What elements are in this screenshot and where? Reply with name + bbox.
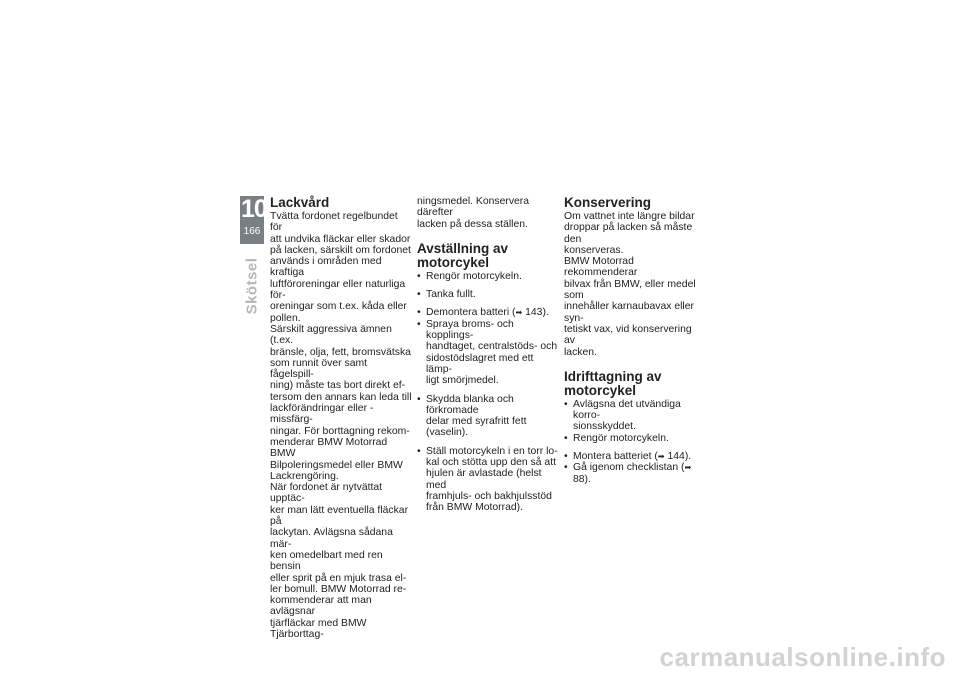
reference-arrow-icon: ➡ (657, 452, 665, 462)
paragraph-water-beading: Om vattnet inte längre bildar droppar på lacken så måste den konserveras. (564, 211, 695, 256)
list-item (564, 451, 704, 462)
page-reference[interactable]: 144). (664, 451, 692, 463)
heading-preservation: Konservering (564, 195, 652, 210)
paragraph-aggressive-substances: Särskilt aggressiva ämnen (t.ex. bränsle, olja, fett, bromsvätska som runnit över samt fågelspill- ning) måste tas bort direkt ef- tersom den annars kan leda till lackförändringar eller -missfärg- ningar. För borttagning rekom- menderar BMW Motorrad BMW Bilpoleringsmedel eller BMW Lackrengöring. (270, 323, 412, 482)
heading-recommissioning: Idrifttagning av motorcykel (564, 368, 662, 398)
list-item (417, 307, 559, 318)
page-reference[interactable]: 88). (573, 473, 591, 485)
list-item-text: Gå igenom checklistan ( (573, 462, 685, 474)
list-item: • Spraya broms- och kopplings- handtaget, centralstöds- och sidostödslagret med ett lämp- ligt smörjmedel. (417, 319, 559, 387)
column-storage (417, 196, 559, 514)
list-item: • Tanka fullt. (417, 289, 559, 300)
page-number: 166 (243, 226, 261, 237)
storage-steps-list (417, 271, 559, 514)
column-paint-care (270, 196, 412, 640)
paragraph-wax-recommendation: BMW Motorrad rekommenderar bilvax från BMW, eller medel som innehåller karnaubavax eller syn- tetiskt vax, vid konservering av lacken. (564, 256, 696, 358)
list-item: • Ställ motorcykeln i en torr lo- kal och stötta upp den så att hjulen är avlastade (helst med framhjuls- och bakhjulsstöd från BMW Motorrad). (417, 446, 559, 514)
watermark: carmanualsonline.info (659, 642, 946, 672)
page-reference[interactable]: 143). (522, 307, 549, 319)
recommissioning-steps-list (564, 399, 704, 485)
list-item-text: Montera batteriet ( (573, 451, 658, 463)
heading-storage: Avställning av motorcykel (417, 240, 509, 270)
chapter-number: 10 (241, 195, 267, 223)
reference-arrow-icon: ➡ (515, 308, 523, 318)
list-item: • Avlägsna det utvändiga korro- sionsskyddet. (564, 399, 704, 433)
paragraph-stain-removal: När fordonet är nytvättat upptäc- ker man lätt eventuella fläckar på lackytan. Avlägsna sådana mär- ken omedelbart med ren bensin eller sprit på en mjuk trasa el- ler bomull. BMW Motorrad re- kommenderar att man avlägsnar tjärfläckar med BMW Tjärborttag- (270, 482, 409, 640)
reference-arrow-icon: ➡ (684, 463, 692, 473)
list-item (564, 462, 704, 485)
list-item: • Rengör motorcykeln. (564, 433, 704, 444)
list-item-text: Demontera batteri ( (426, 307, 516, 319)
list-item: • Skydda blanka och förkromade delar med syrafritt fett (vaselin). (417, 394, 559, 439)
paragraph-continuation: ningsmedel. Konservera därefter lacken på dessa ställen. (417, 196, 530, 230)
list-item: • Rengör motorcykeln. (417, 271, 559, 282)
chapter-side-label: Skötsel (243, 257, 261, 315)
column-preservation (564, 196, 704, 485)
paragraph-wash-regularly: Tvätta fordonet regelbundet för att undvika fläckar eller skador på lacken, särskilt om fordonet används i områden med kraftiga luftföroreningar eller naturliga för- oreningar som t.ex. kåda eller pollen. (270, 211, 411, 324)
heading-paint-care: Lackvård (270, 195, 330, 210)
